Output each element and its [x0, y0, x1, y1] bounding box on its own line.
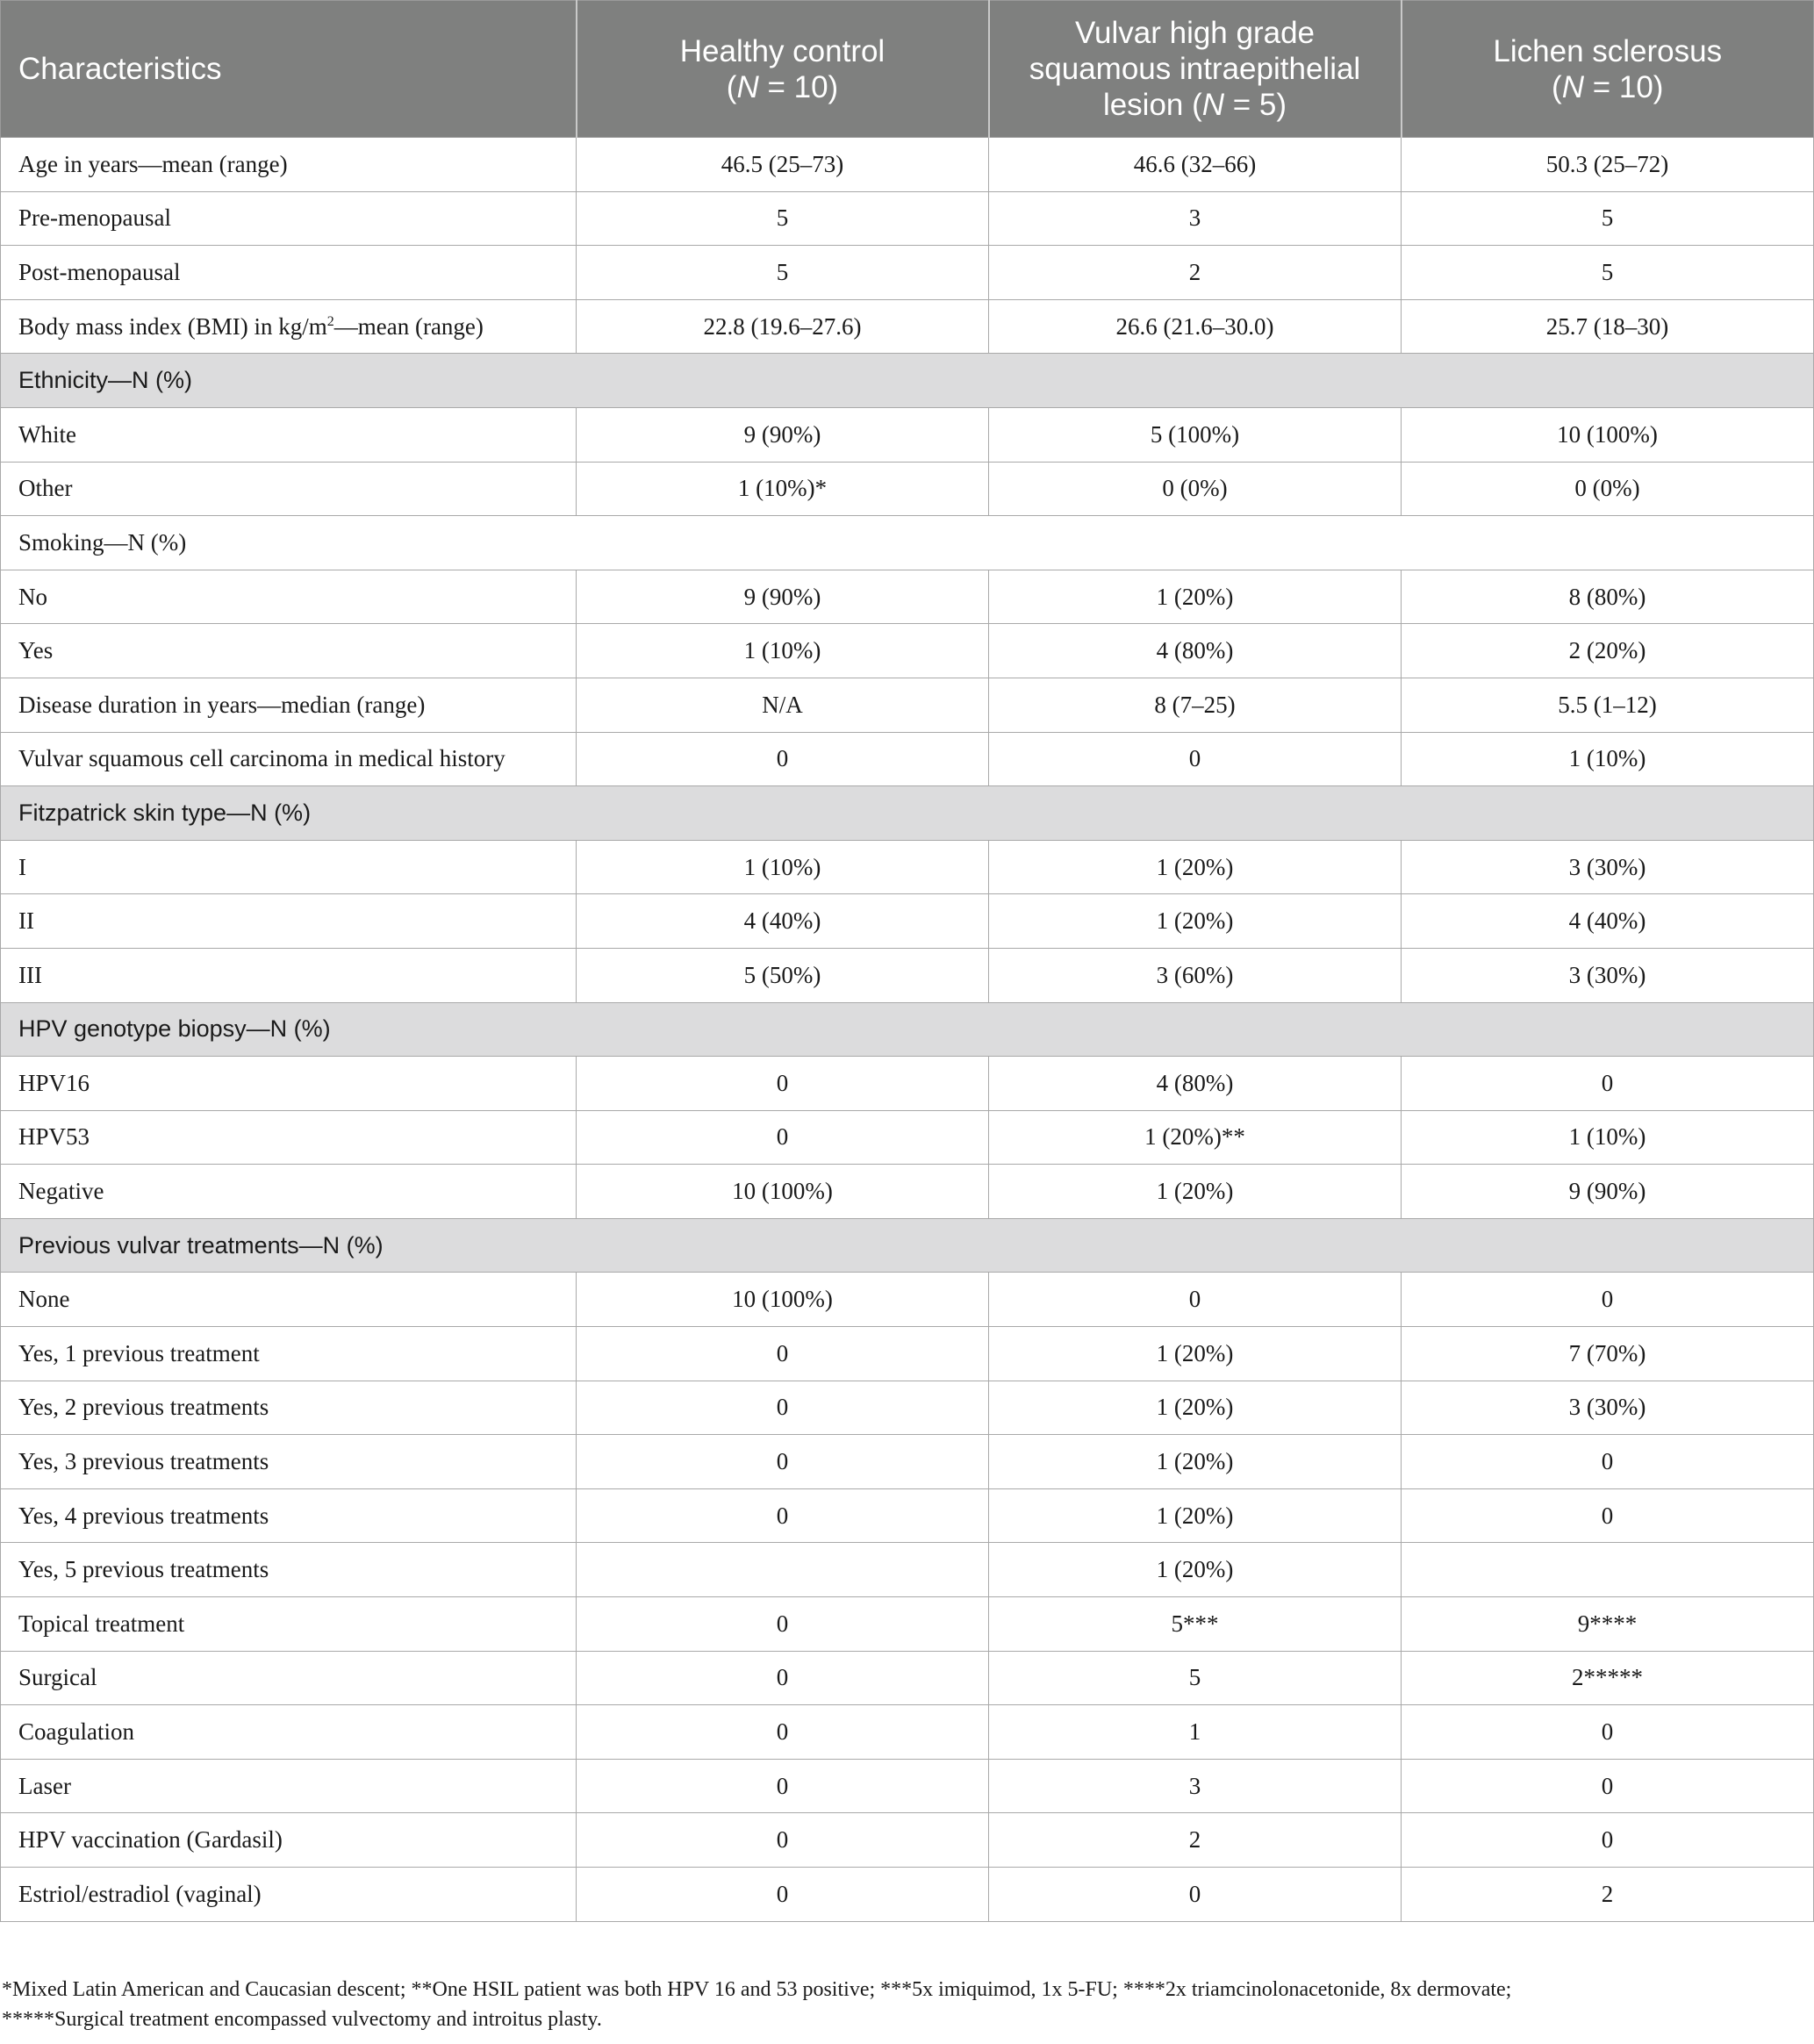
cell-healthy-control: 0 [577, 1868, 989, 1922]
cell-lichen-sclerosus: 0 [1402, 1273, 1814, 1327]
cell-vhsil: 5 (100%) [989, 407, 1402, 462]
section-header-label: Previous vulvar treatments—N (%) [1, 1218, 1814, 1273]
row-label-suffix: —mean (range) [333, 312, 484, 340]
cell-healthy-control: 1 (10%)* [577, 462, 989, 516]
header-healthy-control-n: (N = 10) [726, 69, 839, 104]
row-label: HPV vaccination (Gardasil) [1, 1813, 577, 1868]
table-row [1, 732, 1814, 786]
cell-lichen-sclerosus: 0 [1402, 1435, 1814, 1489]
row-label: Yes, 4 previous treatments [1, 1488, 577, 1543]
n-symbol: N [736, 69, 759, 104]
cell-lichen-sclerosus: 5.5 (1–12) [1402, 678, 1814, 732]
section-header-row [1, 1002, 1814, 1057]
row-label [1, 299, 577, 354]
cell-vhsil: 1 (20%) [989, 570, 1402, 624]
cell-vhsil: 5 [989, 1651, 1402, 1705]
row-label: White [1, 407, 577, 462]
cell-vhsil: 2 [989, 1813, 1402, 1868]
n-symbol: N [1561, 69, 1584, 104]
cell-healthy-control: 0 [577, 1435, 989, 1489]
cell-healthy-control: 9 (90%) [577, 407, 989, 462]
cell-healthy-control: 0 [577, 1327, 989, 1381]
cell-vhsil: 3 [989, 191, 1402, 246]
cell-vhsil: 0 [989, 1868, 1402, 1922]
table-row [1, 1759, 1814, 1813]
row-label: No [1, 570, 577, 624]
row-label: Post-menopausal [1, 246, 577, 300]
cell-lichen-sclerosus: 2 (20%) [1402, 624, 1814, 678]
cell-healthy-control: 0 [577, 1651, 989, 1705]
cell-lichen-sclerosus: 9**** [1402, 1597, 1814, 1652]
cell-healthy-control: 0 [577, 732, 989, 786]
row-label: I [1, 840, 577, 894]
row-label: Topical treatment [1, 1597, 577, 1652]
header-healthy-control [577, 1, 989, 138]
table-row [1, 1057, 1814, 1111]
table-row [1, 1435, 1814, 1489]
header-characteristics: Characteristics [1, 1, 577, 138]
table-row [1, 407, 1814, 462]
cell-healthy-control: 0 [577, 1759, 989, 1813]
section-header-label: Fitzpatrick skin type—N (%) [1, 786, 1814, 841]
cell-lichen-sclerosus [1402, 1543, 1814, 1597]
cell-healthy-control: 1 (10%) [577, 624, 989, 678]
row-label: Yes, 3 previous treatments [1, 1435, 577, 1489]
table-header-row [1, 1, 1814, 138]
table-footnote [2, 1975, 1805, 2034]
cell-vhsil: 3 (60%) [989, 948, 1402, 1002]
cell-lichen-sclerosus: 25.7 (18–30) [1402, 299, 1814, 354]
cell-lichen-sclerosus: 0 (0%) [1402, 462, 1814, 516]
table-row [1, 1165, 1814, 1219]
table-row [1, 1543, 1814, 1597]
row-label: Age in years—mean (range) [1, 138, 577, 192]
row-label: Estriol/estradiol (vaginal) [1, 1868, 577, 1922]
table-row [1, 1868, 1814, 1922]
table-row [1, 570, 1814, 624]
cell-healthy-control: 10 (100%) [577, 1273, 989, 1327]
cell-lichen-sclerosus: 10 (100%) [1402, 407, 1814, 462]
row-label-text: Body mass index (BMI) in kg/m [18, 312, 327, 340]
subsection-label: Smoking—N (%) [1, 516, 1814, 570]
table-row [1, 1651, 1814, 1705]
cell-lichen-sclerosus: 2 [1402, 1868, 1814, 1922]
header-lichen-sclerosus-n: (N = 10) [1552, 69, 1664, 104]
cell-lichen-sclerosus: 4 (40%) [1402, 894, 1814, 949]
table-row [1, 1273, 1814, 1327]
table-row [1, 299, 1814, 354]
table-row [1, 246, 1814, 300]
cell-healthy-control: 0 [577, 1110, 989, 1165]
table-row [1, 1813, 1814, 1868]
cell-healthy-control: 0 [577, 1488, 989, 1543]
cell-lichen-sclerosus: 3 (30%) [1402, 948, 1814, 1002]
cell-healthy-control [577, 1543, 989, 1597]
cell-healthy-control: 5 (50%) [577, 948, 989, 1002]
row-label: Pre-menopausal [1, 191, 577, 246]
cell-vhsil: 0 (0%) [989, 462, 1402, 516]
cell-vhsil: 3 [989, 1759, 1402, 1813]
subsection-row [1, 516, 1814, 570]
header-vhsil-line1: Vulvar high grade [1074, 16, 1316, 50]
cell-vhsil: 5*** [989, 1597, 1402, 1652]
cell-vhsil: 0 [989, 1273, 1402, 1327]
cell-healthy-control: N/A [577, 678, 989, 732]
table-row [1, 191, 1814, 246]
row-label: None [1, 1273, 577, 1327]
cell-vhsil: 1 (20%) [989, 1381, 1402, 1435]
cell-lichen-sclerosus: 0 [1402, 1705, 1814, 1760]
header-lichen-sclerosus [1402, 1, 1814, 138]
cell-healthy-control: 0 [577, 1597, 989, 1652]
table-row [1, 1488, 1814, 1543]
table-row [1, 894, 1814, 949]
row-label: Vulvar squamous cell carcinoma in medical history [1, 732, 577, 786]
row-label: Surgical [1, 1651, 577, 1705]
row-label: HPV53 [1, 1110, 577, 1165]
cell-lichen-sclerosus: 0 [1402, 1057, 1814, 1111]
cell-vhsil: 1 (20%) [989, 1488, 1402, 1543]
footnote-line-1: *Mixed Latin American and Caucasian descent; **One HSIL patient was both HPV 16 and 53 positive; ***5x imiquimod, 1x 5-FU; ****2x triamcinolonacetonide, 8x dermovate; [2, 1978, 1512, 2001]
row-label: Coagulation [1, 1705, 577, 1760]
cell-healthy-control: 0 [577, 1057, 989, 1111]
table-row [1, 1597, 1814, 1652]
cell-vhsil: 8 (7–25) [989, 678, 1402, 732]
cell-lichen-sclerosus: 5 [1402, 246, 1814, 300]
row-label: Disease duration in years—median (range) [1, 678, 577, 732]
row-label: II [1, 894, 577, 949]
cell-vhsil: 4 (80%) [989, 624, 1402, 678]
cell-healthy-control: 10 (100%) [577, 1165, 989, 1219]
table-row [1, 1327, 1814, 1381]
table-row [1, 1381, 1814, 1435]
row-label: Yes [1, 624, 577, 678]
cell-lichen-sclerosus: 9 (90%) [1402, 1165, 1814, 1219]
cell-vhsil: 2 [989, 246, 1402, 300]
cell-healthy-control: 4 (40%) [577, 894, 989, 949]
footnote-line-2: *****Surgical treatment encompassed vulvectomy and introitus plasty. [2, 2008, 602, 2031]
cell-vhsil: 1 (20%)** [989, 1110, 1402, 1165]
cell-vhsil: 46.6 (32–66) [989, 138, 1402, 192]
cell-healthy-control: 9 (90%) [577, 570, 989, 624]
cell-lichen-sclerosus: 50.3 (25–72) [1402, 138, 1814, 192]
cell-healthy-control: 5 [577, 246, 989, 300]
cell-healthy-control: 22.8 (19.6–27.6) [577, 299, 989, 354]
table-row [1, 948, 1814, 1002]
cell-healthy-control: 5 [577, 191, 989, 246]
n-symbol: N [1201, 88, 1225, 122]
header-lichen-sclerosus-label: Lichen sclerosus [1493, 33, 1723, 68]
row-label: Yes, 1 previous treatment [1, 1327, 577, 1381]
cell-healthy-control: 0 [577, 1813, 989, 1868]
section-header-label: HPV genotype biopsy—N (%) [1, 1002, 1814, 1057]
cell-vhsil: 1 (20%) [989, 1435, 1402, 1489]
cell-vhsil: 26.6 (21.6–30.0) [989, 299, 1402, 354]
row-label: III [1, 948, 577, 1002]
row-label: Laser [1, 1759, 577, 1813]
cell-healthy-control: 0 [577, 1381, 989, 1435]
cell-vhsil: 1 (20%) [989, 1543, 1402, 1597]
section-header-label: Ethnicity—N (%) [1, 354, 1814, 408]
row-label: HPV16 [1, 1057, 577, 1111]
cell-vhsil: 1 (20%) [989, 840, 1402, 894]
table-row [1, 678, 1814, 732]
table-row [1, 1705, 1814, 1760]
cell-lichen-sclerosus: 0 [1402, 1813, 1814, 1868]
cell-lichen-sclerosus: 2***** [1402, 1651, 1814, 1705]
section-header-row [1, 354, 1814, 408]
cell-lichen-sclerosus: 1 (10%) [1402, 1110, 1814, 1165]
table-row [1, 840, 1814, 894]
table-row [1, 462, 1814, 516]
cell-lichen-sclerosus: 0 [1402, 1488, 1814, 1543]
cell-vhsil: 1 (20%) [989, 1165, 1402, 1219]
row-label: Other [1, 462, 577, 516]
section-header-row [1, 1218, 1814, 1273]
cell-vhsil: 1 [989, 1705, 1402, 1760]
table-row [1, 624, 1814, 678]
cell-healthy-control: 1 (10%) [577, 840, 989, 894]
section-header-row [1, 786, 1814, 841]
row-label: Yes, 5 previous treatments [1, 1543, 577, 1597]
cell-lichen-sclerosus: 3 (30%) [1402, 840, 1814, 894]
row-label: Yes, 2 previous treatments [1, 1381, 577, 1435]
row-label-superscript: 2 [326, 313, 334, 329]
header-healthy-control-label: Healthy control [679, 33, 885, 68]
cell-lichen-sclerosus: 1 (10%) [1402, 732, 1814, 786]
header-vhsil-line3: lesion (N = 5) [1102, 88, 1287, 122]
cell-lichen-sclerosus: 3 (30%) [1402, 1381, 1814, 1435]
table-row [1, 1110, 1814, 1165]
cell-healthy-control: 0 [577, 1705, 989, 1760]
table-body [1, 138, 1814, 1922]
cell-lichen-sclerosus: 7 (70%) [1402, 1327, 1814, 1381]
cell-vhsil: 0 [989, 732, 1402, 786]
cell-healthy-control: 46.5 (25–73) [577, 138, 989, 192]
row-label: Negative [1, 1165, 577, 1219]
cell-lichen-sclerosus: 0 [1402, 1759, 1814, 1813]
cell-vhsil: 1 (20%) [989, 894, 1402, 949]
table-row [1, 138, 1814, 192]
cell-vhsil: 1 (20%) [989, 1327, 1402, 1381]
header-vhsil-line2: squamous intraepithelial [1029, 52, 1361, 86]
cell-lichen-sclerosus: 5 [1402, 191, 1814, 246]
header-vhsil [989, 1, 1402, 138]
cell-lichen-sclerosus: 8 (80%) [1402, 570, 1814, 624]
cell-vhsil: 4 (80%) [989, 1057, 1402, 1111]
